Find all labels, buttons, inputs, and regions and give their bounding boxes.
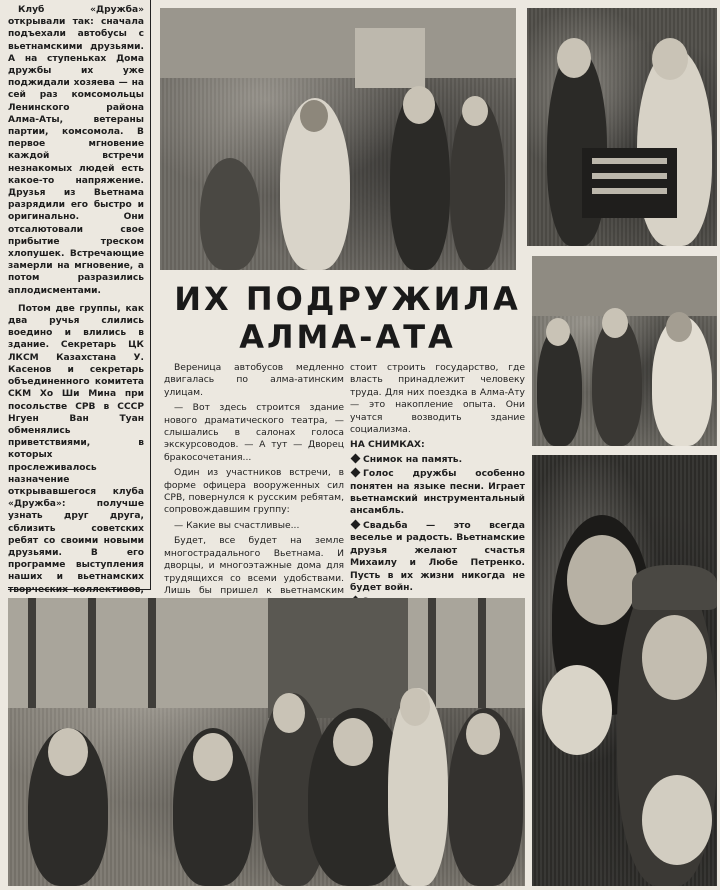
photo-group-waving — [8, 598, 525, 886]
article-paragraph-4: — Какие вы счастливые... — [174, 519, 300, 531]
headline-line-1: ИХ ПОДРУЖИЛА — [174, 280, 521, 318]
diamond-bullet-icon — [351, 468, 361, 478]
left-paragraph-2: Потом две группы, как два ручья слились воедино и влились в здание. Секретарь ЦК ЛКСМ Казахстана У. Касенов и секретарь объединенного комитета СКМ Хо Ши Мина при посольстве СРВ в СССР Нгуен Ван Туан обменялись приветствиями, в которых прослеживалось назначение открывавшегося клуба «Дружба»: получше узнать друг друга, сблизить советских ребят со своими новыми друзьями. В его программе выступления наших и вьетнамских творческих коллективов, — [8, 303, 144, 595]
article-continuation: стоит строить государство, где власть принадлежит человеку труда. Для них поездка в Алма-Ату — это накопление опыта. Они учатся возводить здание социализма. — [350, 362, 525, 436]
left-paragraph-1: Клуб «Дружба» открывали так: сначала подъехали автобусы с вьетнамскими друзьями. А на ступеньках Дома дружбы их уже поджидали хозяева — на сей раз комсомольцы Ленинского района Алма-Аты, ветераны партии, комсомола. В первое мгновение каждой встречи незнакомых людей есть какое-то напряжение. Друзья из Вьетнама разрядили его быстро и оригинально. Они отсалютовали свое прибытие треском хлопушек. Встречающие замерли на мгновение, а потом разразились аплодисментами. — [8, 5, 144, 296]
diamond-bullet-icon — [351, 519, 361, 529]
headline — [170, 280, 525, 358]
caption-item: Снимок на память. — [350, 454, 525, 466]
caption-item: Свадьба — это всегда веселье и радость. Вьетнамские друзья желают счастья Михаилу и Любе Петренко. Пусть в их жизни никогда не будет войн. — [350, 519, 525, 593]
photo-group-greeting — [160, 8, 516, 270]
caption-item: Голос дружбы особенно понятен на языке песни. Играет вьетнамский инструментальный ансамбль. — [350, 468, 525, 517]
article-paragraph-5: Будет, все будет на земле многострадального Вьетнама. И дворцы, и многоэтажные дома для трудящихся со всеми удобствами. Лишь бы пришел к вьетнамским — [164, 535, 344, 596]
article-column-2 — [350, 362, 525, 593]
headline-line-2: АЛМА-АТА — [239, 318, 456, 356]
article-paragraph-3: Один из участников встречи, в форме офицера вооруженных сил СРВ, повернулся к русским ребятам, сопровождавшим группу: — [164, 467, 344, 516]
diamond-bullet-icon — [351, 453, 361, 463]
left-column-article — [8, 0, 151, 595]
article-column-1 — [164, 362, 344, 596]
photo-musicians-accordion — [527, 8, 717, 246]
captions-title: НА СНИМКАХ: — [350, 439, 425, 451]
photo-wedding — [532, 256, 717, 446]
article-paragraph-1: Вереница автобусов медленно двигалась по алма-атинским улицам. — [164, 362, 344, 398]
photo-girls-flowers — [532, 455, 717, 886]
article-paragraph-2: — Вот здесь строится здание нового драматического театра, — слышались в салонах голоса экскурсоводов. — А тут — Дворец бракосочетания... — [164, 402, 344, 463]
